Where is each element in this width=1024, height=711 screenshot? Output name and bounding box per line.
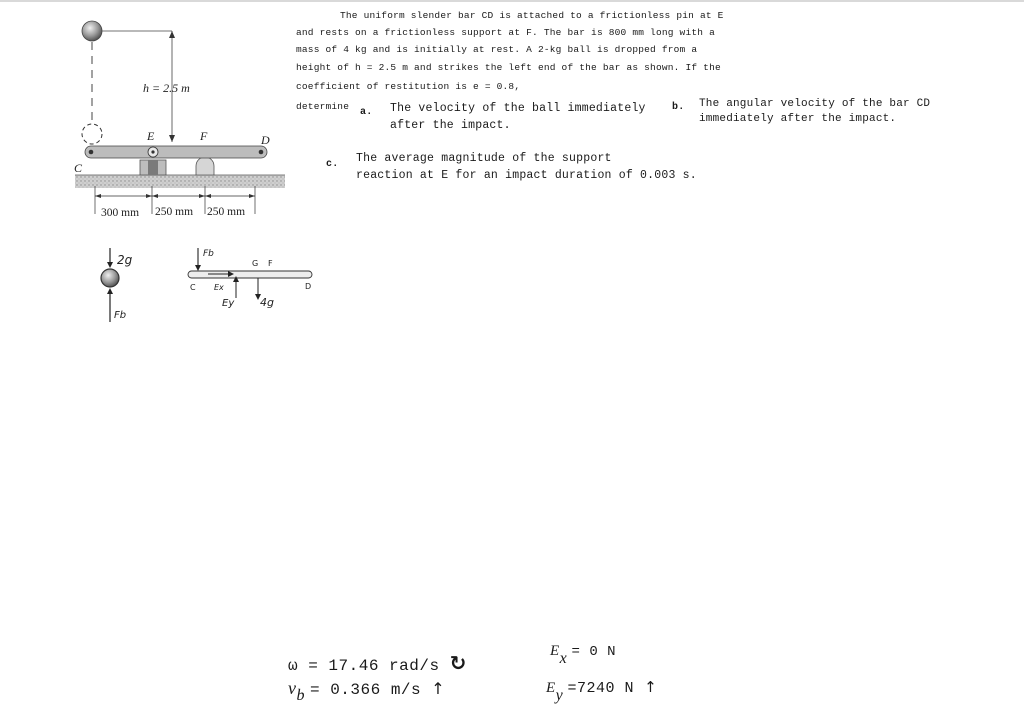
problem-line-1: The uniform slender bar CD is attached to a frictionless pin at E bbox=[340, 10, 724, 21]
item-c-text2: reaction at E for an impact duration of 0.003 s. bbox=[356, 169, 697, 182]
ey-value: =7240 N bbox=[567, 680, 635, 697]
fbd-label-ex: Ex bbox=[214, 283, 224, 292]
ex-symbol: $E_x$ bbox=[550, 643, 568, 667]
height-label: h = 2.5 m bbox=[143, 81, 190, 95]
fbd-ball-icon bbox=[101, 269, 119, 287]
item-a-letter: a. bbox=[360, 107, 373, 118]
label-f: F bbox=[200, 129, 208, 143]
ex-subscript: x bbox=[559, 650, 568, 667]
vb-subscript: b bbox=[296, 687, 305, 704]
fbd-label-d: D bbox=[305, 282, 312, 291]
fbd-label-weight: 4g bbox=[260, 296, 274, 309]
answer-vb bbox=[288, 678, 446, 704]
fbd-label-f: F bbox=[268, 259, 273, 268]
label-c: C bbox=[74, 161, 83, 175]
item-c-letter: c. bbox=[326, 159, 339, 170]
vb-symbol: $v_b$ bbox=[288, 678, 305, 704]
item-c-text: The average magnitude of the support bbox=[356, 152, 612, 165]
answer-omega bbox=[288, 651, 467, 675]
fbd-bar-force: Fb bbox=[203, 249, 214, 259]
answer-ey bbox=[546, 678, 658, 704]
dimension-1: 300 mm bbox=[101, 207, 140, 219]
item-b-text: The angular velocity of the bar CD bbox=[699, 98, 931, 110]
fbd-ball-force: Fb bbox=[114, 310, 127, 321]
label-d: D bbox=[261, 133, 270, 147]
fbd-label-g: G bbox=[252, 259, 259, 268]
ey-direction-icon: ↑ bbox=[644, 678, 658, 696]
fbd-label-ey: Ey bbox=[222, 298, 235, 309]
fbd-ball-weight: 2g bbox=[117, 253, 133, 267]
ey-symbol: $E_y$ bbox=[546, 680, 564, 704]
determine-label: determine bbox=[296, 101, 350, 112]
item-a-text2: after the impact. bbox=[390, 119, 511, 132]
item-b-letter: b. bbox=[672, 102, 685, 113]
problem-line-5: coefficient of restitution is e = 0.8, bbox=[296, 81, 521, 92]
problem-line-3: mass of 4 kg and is initially at rest. A 2-kg ball is dropped from a bbox=[296, 44, 698, 55]
omega-value: = 17.46 rad/s bbox=[308, 657, 440, 675]
dimension-2: 250 mm bbox=[155, 206, 194, 218]
omega-direction-icon: ↻ bbox=[449, 651, 467, 675]
free-body-diagrams bbox=[90, 238, 330, 328]
ball-impact-position bbox=[82, 124, 102, 144]
omega-symbol: ω bbox=[288, 657, 299, 675]
fbd-label-c: C bbox=[190, 283, 196, 292]
problem-line-2: and rests on a frictionless support at F. The bar is 800 mm long with a bbox=[296, 27, 715, 38]
dimension-3: 250 mm bbox=[207, 206, 246, 218]
item-a-text: The velocity of the ball immediately bbox=[390, 102, 646, 115]
label-e: E bbox=[147, 129, 155, 143]
answer-ex bbox=[550, 642, 617, 667]
vb-value: = 0.366 m/s bbox=[310, 681, 422, 699]
bar-cd bbox=[85, 146, 267, 158]
ey-subscript: y bbox=[555, 687, 564, 704]
ball-icon bbox=[82, 21, 102, 41]
vb-direction-icon: ↑ bbox=[431, 679, 446, 698]
bar-impact-figure bbox=[0, 0, 300, 230]
problem-line-4: height of h = 2.5 m and strikes the left end of the bar as shown. If the bbox=[296, 62, 721, 73]
item-b-text2: immediately after the impact. bbox=[699, 113, 897, 125]
fbd-bar bbox=[188, 271, 312, 278]
ex-value: = 0 N bbox=[571, 644, 617, 660]
